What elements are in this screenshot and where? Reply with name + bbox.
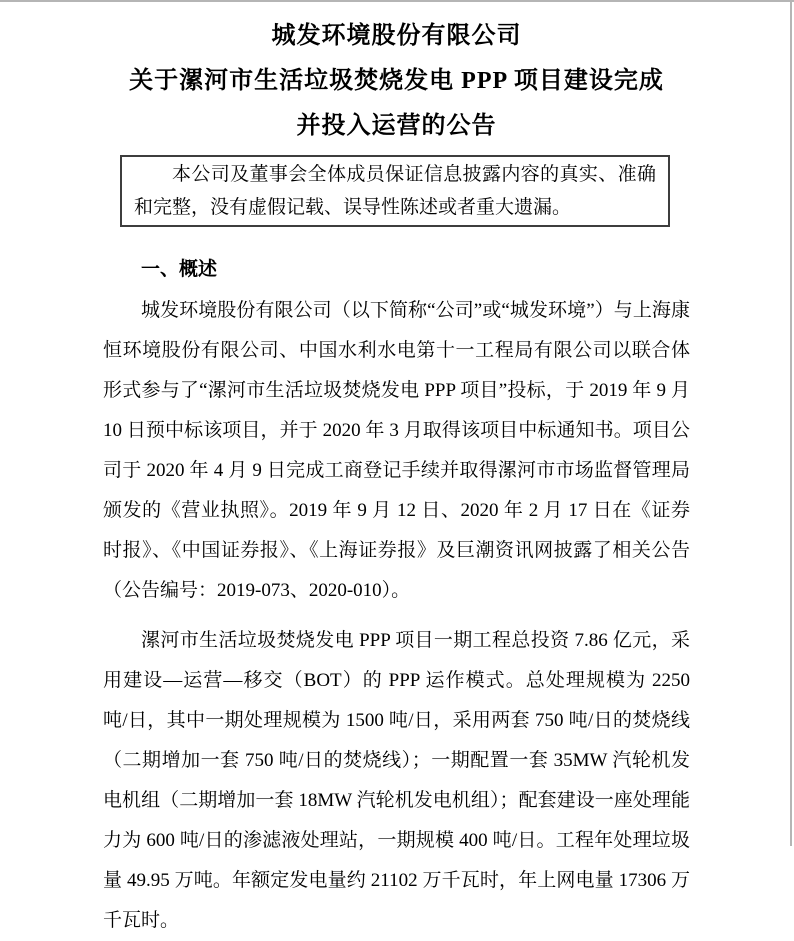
document-title (103, 0, 690, 149)
document-title-line-1: 城发环境股份有限公司 (271, 23, 522, 49)
document-title-line-3: 并投入运营的公告 (296, 113, 497, 139)
disclaimer-box (120, 155, 670, 227)
paragraph-project-bidding: 城发环境股份有限公司（以下简称“公司”或“城发环境”）与上海康恒环境股份有限公司、中国水利水电第十一工程局有限公司以联合体形式参与了“漯河市生活垃圾焚烧发电 PPP 项目”投标，于 2019 年 9 月 10 日预中标该项目，并于 2020 年 3 月取得该项目中标通知书。项目公司于 2020 年 4 月 9 日完成工商登记手续并取得漯河市市场监督管理局颁发的《营业执照》。2019 年 9 月 12 日、2020 年 2 月 17 日在《证券时报》、《中国证券报》、《上海证券报》及巨潮资讯网披露了相关公告（公告编号：2019-073、2020-010）。 (103, 300, 690, 601)
disclaimer-text: 本公司及董事会全体成员保证信息披露内容的真实、准确和完整，没有虚假记载、误导性陈述或者重大遗漏。 (134, 164, 656, 218)
document-content (103, 0, 690, 941)
paragraph-project-scale: 漯河市生活垃圾焚烧发电 PPP 项目一期工程总投资 7.86 亿元，采用建设—运营—移交（BOT）的 PPP 运作模式。总处理规模为 2250 吨/日，其中一期处理规模为 1500 吨/日，采用两套 750 吨/日的焚烧线（二期增加一套 750 吨/日的焚烧线）；一期配置一套 35MW 汽轮机发电机组（二期增加一套 18MW 汽轮机发电机组）；配套建设一座处理能力为 600 吨/日的渗滤液处理站，一期规模 400 吨/日。工程年处理垃圾量 49.95 万吨。年额定发电量约 21102 万千瓦时，年上网电量 17306 万千瓦时。 (103, 630, 690, 931)
page-right-edge-line (790, 0, 792, 846)
document-title-line-2: 关于漯河市生活垃圾焚烧发电 PPP 项目建设完成 (129, 68, 664, 94)
section-heading-overview: 一、概述 (141, 259, 218, 280)
